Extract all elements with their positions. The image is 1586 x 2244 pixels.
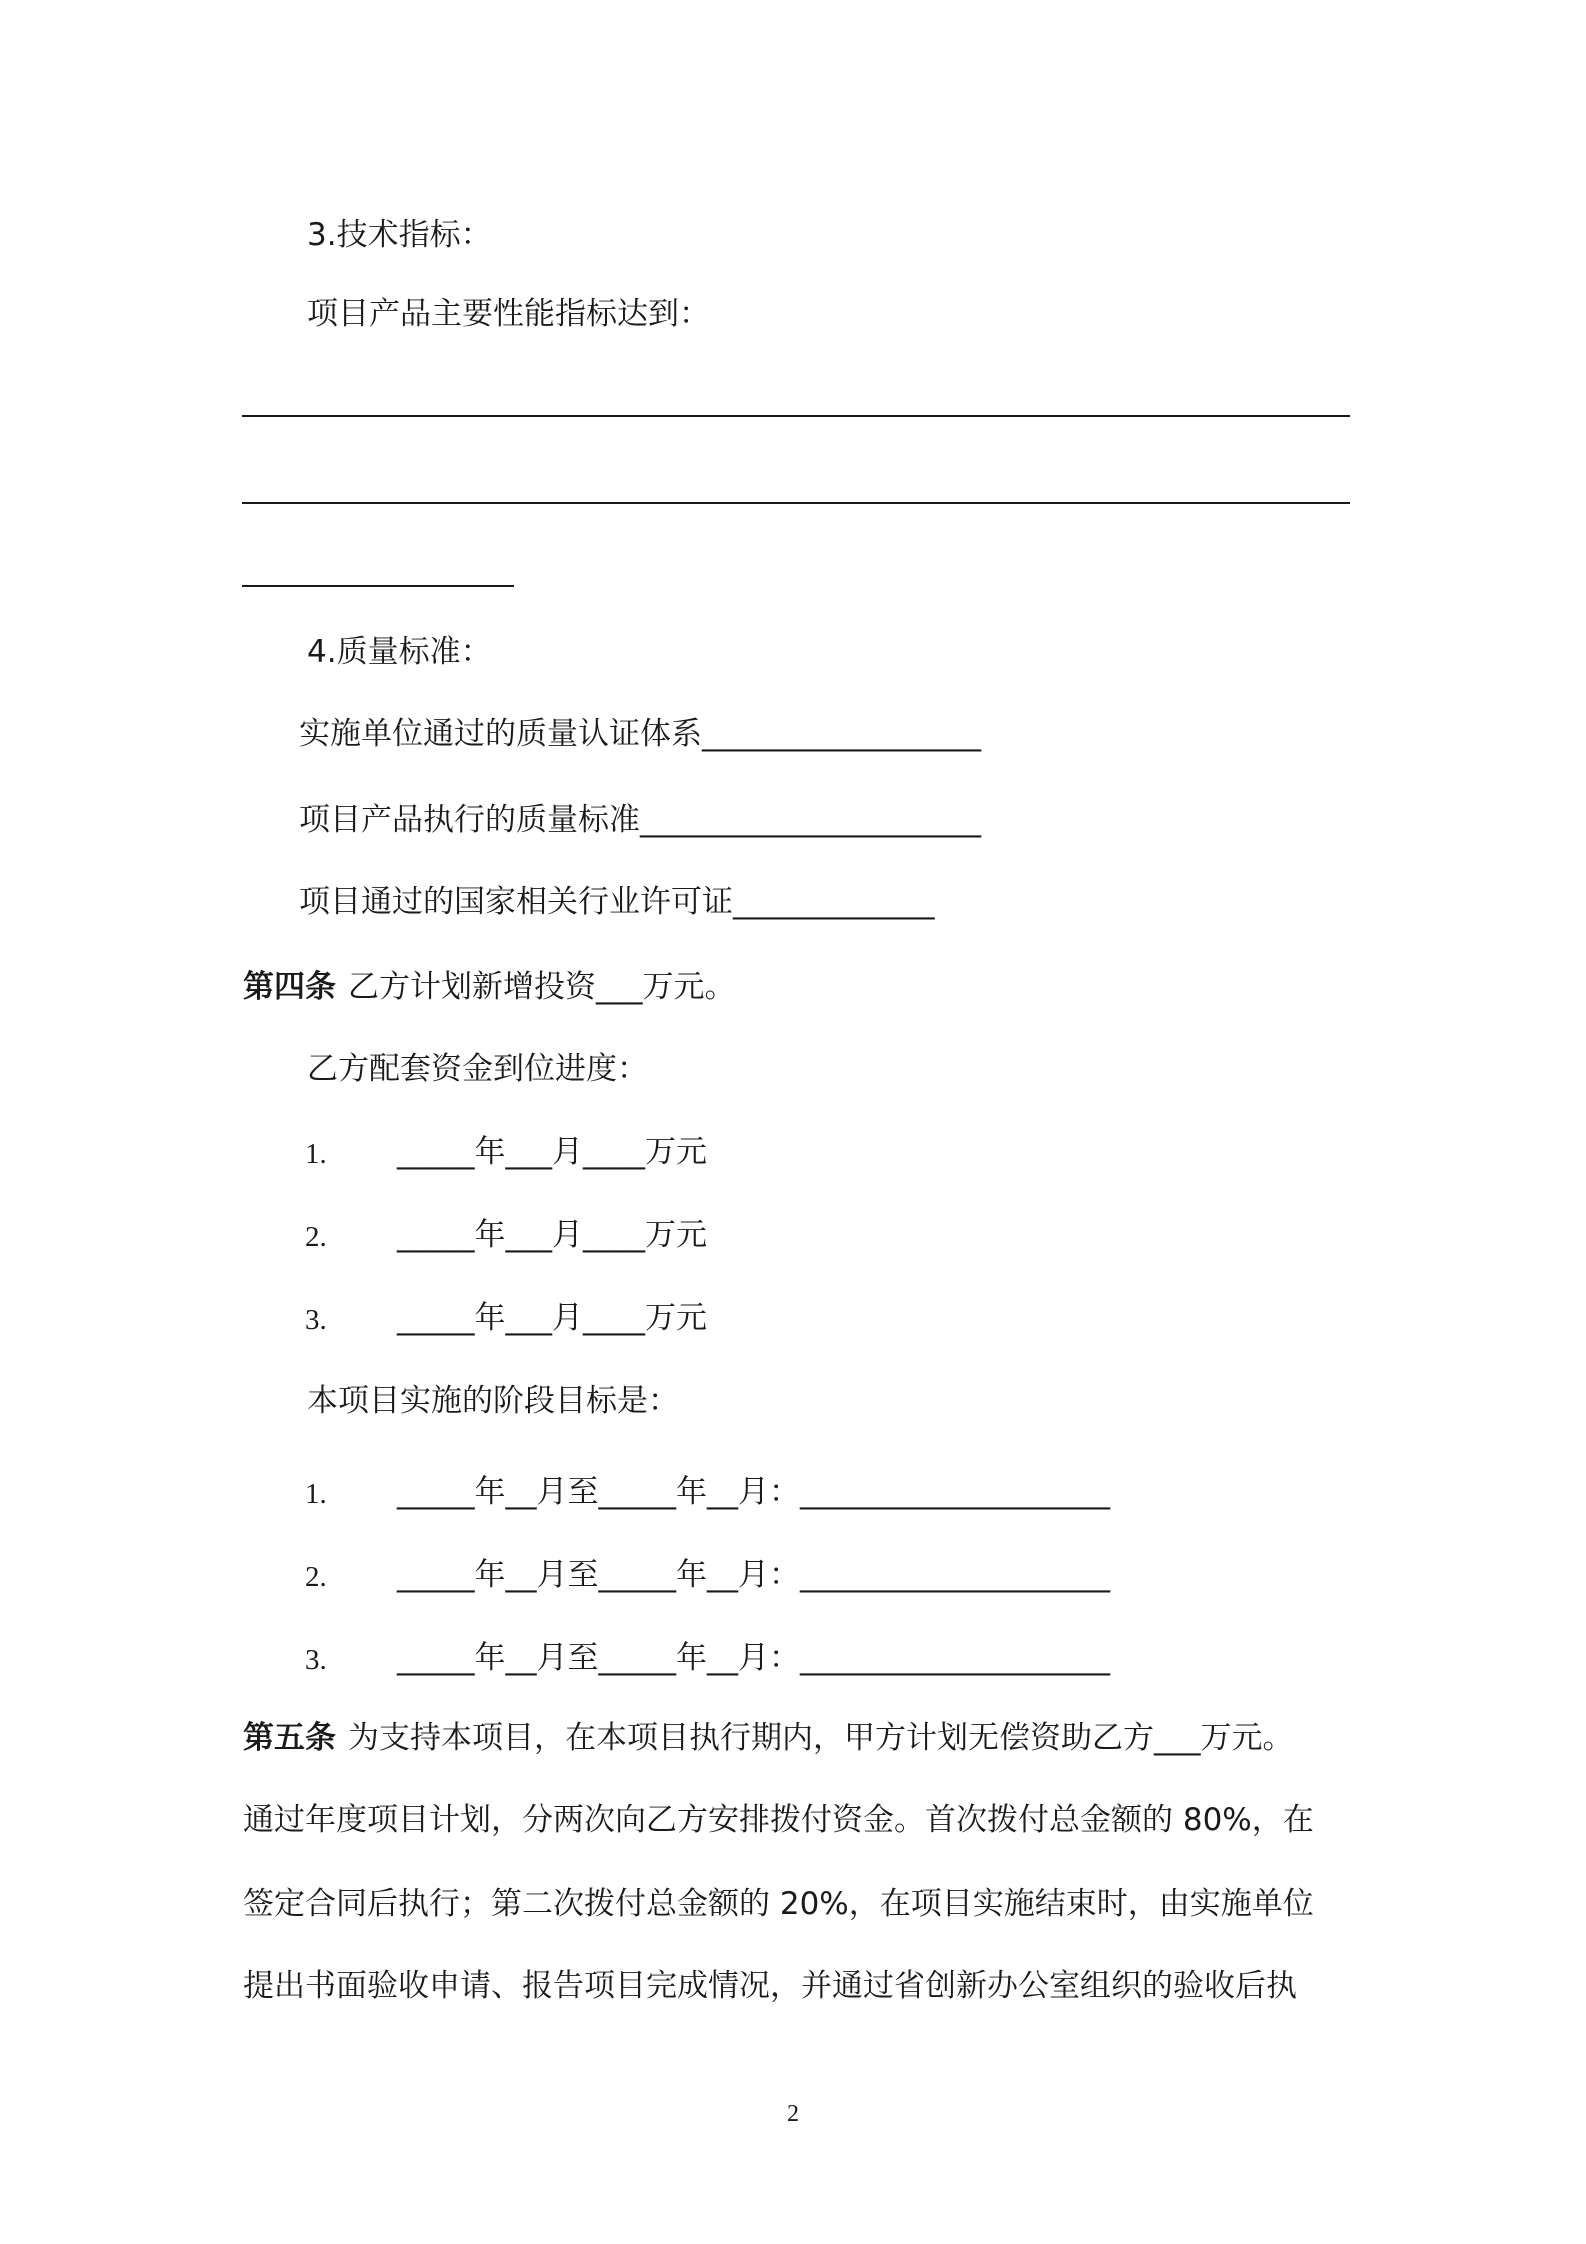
stage-row-2-num: 2. <box>305 1561 327 1593</box>
funding-heading: 乙方配套资金到位进度： <box>307 1051 648 1087</box>
stage-row-3-num: 3. <box>305 1644 327 1676</box>
funding-row-2-text: _____年___月____万元 <box>397 1217 707 1253</box>
article5-line1 <box>243 1718 1294 1758</box>
article5-label: 第五条 <box>243 1720 336 1756</box>
funding-row-3-num: 3. <box>305 1304 327 1336</box>
article5-line2: 通过年度项目计划，分两次向乙方安排拨付资金。首次拨付总金额的 80%，在 <box>243 1802 1314 1838</box>
tech-heading: 3.技术指标： <box>307 217 492 253</box>
blank-fill-line-3 <box>242 585 514 587</box>
article5-line1-text: 为支持本项目，在本项目执行期内，甲方计划无偿资助乙方___万元。 <box>348 1720 1294 1756</box>
stage-heading: 本项目实施的阶段目标是： <box>307 1383 679 1419</box>
quality-item-3: 项目通过的国家相关行业许可证_____________ <box>299 884 935 920</box>
funding-row-3-text: _____年___月____万元 <box>397 1300 707 1336</box>
funding-row-1-text: _____年___月____万元 <box>397 1134 707 1170</box>
blank-fill-line-2 <box>242 502 1350 504</box>
quality-heading: 4.质量标准： <box>307 634 492 670</box>
blank-fill-line-1 <box>242 415 1350 417</box>
page-number: 2 <box>787 2101 799 2127</box>
article5-line3: 签定合同后执行；第二次拨付总金额的 20%，在项目实施结束时，由实施单位 <box>243 1886 1314 1922</box>
stage-row-2-text: _____年__月至_____年__月：____________________ <box>397 1557 1110 1593</box>
article5-line4: 提出书面验收申请、报告项目完成情况，并通过省创新办公室组织的验收后执 <box>243 1968 1297 2004</box>
stage-row-1-text: _____年__月至_____年__月：____________________ <box>397 1474 1110 1510</box>
funding-row-2-num: 2. <box>305 1221 327 1253</box>
article4-label: 第四条 <box>243 969 336 1005</box>
quality-item-1: 实施单位通过的质量认证体系__________________ <box>299 716 981 752</box>
stage-row-1-num: 1. <box>305 1478 327 1510</box>
tech-intro: 项目产品主要性能指标达到： <box>307 296 710 332</box>
quality-item-2: 项目产品执行的质量标准______________________ <box>299 802 981 838</box>
article4-line <box>243 967 736 1007</box>
funding-row-1-num: 1. <box>305 1138 327 1170</box>
stage-row-3-text: _____年__月至_____年__月：____________________ <box>397 1640 1110 1676</box>
article4-text: 乙方计划新增投资___万元。 <box>348 969 736 1005</box>
